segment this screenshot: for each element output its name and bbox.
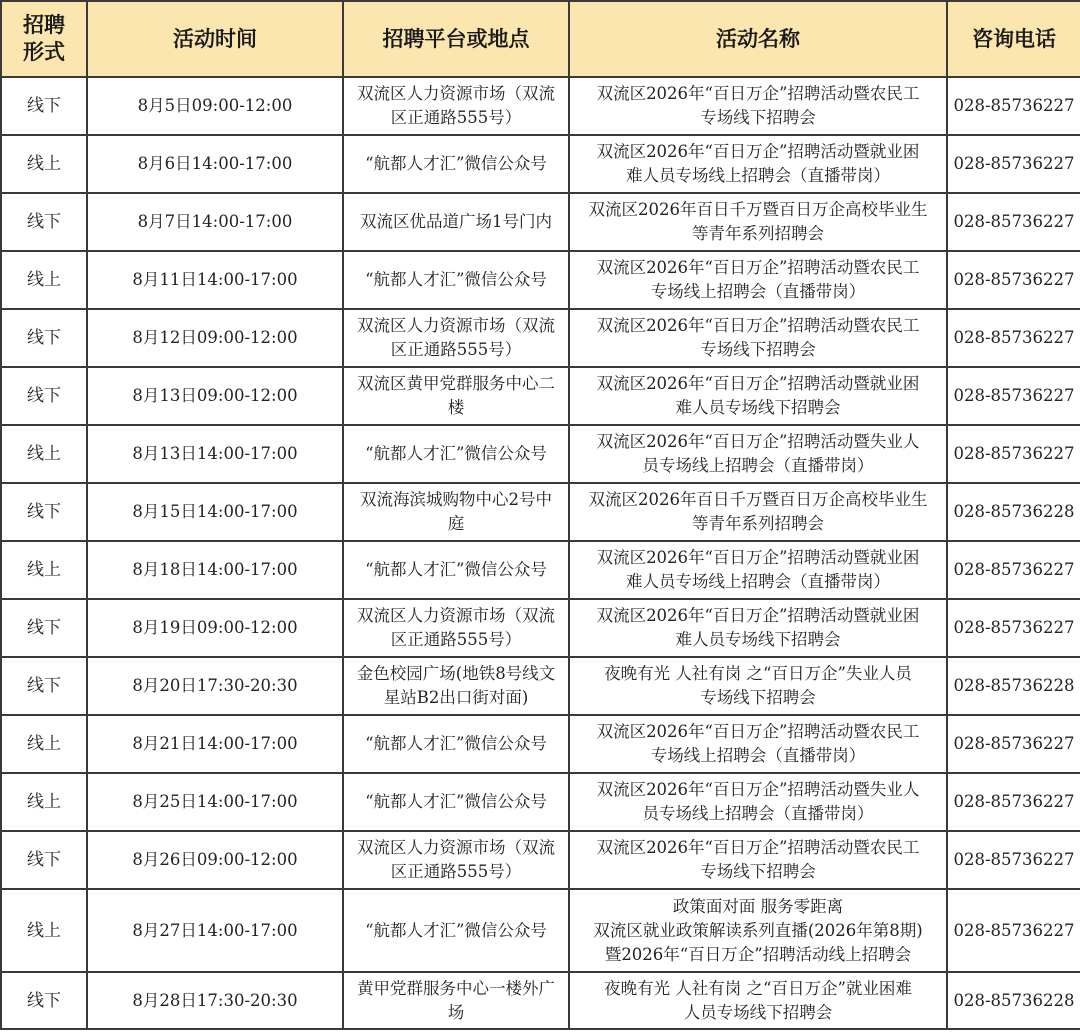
phone-cell: 028-85736227 [947, 599, 1080, 657]
phone-cell: 028-85736227 [947, 193, 1080, 251]
header-mode [1, 1, 87, 77]
event-name-cell [569, 889, 947, 972]
event-name-line: 等青年系列招聘会 [692, 224, 824, 243]
event-name-line: 难人员专场线上招聘会（直播带岗） [626, 572, 890, 591]
event-name-cell [569, 657, 947, 715]
table-row [1, 367, 1080, 425]
mode-cell: 线上 [1, 773, 87, 831]
place-line: 黄甲党群服务中心一楼外广 [357, 978, 555, 998]
event-name-cell [569, 77, 947, 135]
time-cell: 8月18日14:00-17:00 [87, 541, 343, 599]
mode-cell: 线下 [1, 657, 87, 715]
event-name-line: 专场线下招聘会 [700, 688, 816, 707]
time-cell: 8月12日09:00-12:00 [87, 309, 343, 367]
event-name-line: 双流区2026年百日千万暨百日万企高校毕业生 [588, 200, 928, 219]
place-cell [343, 657, 569, 715]
event-name-cell [569, 251, 947, 309]
table-row [1, 831, 1080, 889]
event-name-cell [569, 541, 947, 599]
place-line: 区正通路555号） [390, 862, 522, 881]
place-line: 双流海滨城购物中心2号中 [360, 490, 552, 509]
time-cell: 8月13日14:00-17:00 [87, 425, 343, 483]
time-cell: 8月6日14:00-17:00 [87, 135, 343, 193]
place-cell [343, 773, 569, 831]
header-event-name: 活动名称 [569, 1, 947, 77]
event-name-line: 双流区2026年“百日万企”招聘活动暨农民工 [596, 838, 920, 857]
event-name-line: 专场线下招聘会 [700, 862, 816, 881]
event-name-line: 双流区2026年“百日万企”招聘活动暨农民工 [596, 258, 920, 277]
time-cell: 8月15日14:00-17:00 [87, 483, 343, 541]
event-name-line: 双流区2026年“百日万企”招聘活动暨就业困 [596, 548, 920, 567]
place-line: 金色校园广场(地铁8号线文 [356, 664, 556, 683]
event-name-line: 员专场线上招聘会（直播带岗） [642, 456, 874, 475]
phone-cell: 028-85736227 [947, 251, 1080, 309]
place-cell [343, 251, 569, 309]
event-name-line: 专场线下招聘会 [700, 108, 816, 127]
event-name-line: 暨2026年“百日万企”招聘活动线上招聘会 [604, 944, 912, 964]
phone-cell: 028-85736227 [947, 715, 1080, 773]
time-cell: 8月13日09:00-12:00 [87, 367, 343, 425]
header-mode-line: 招聘 [23, 13, 65, 37]
place-cell [343, 135, 569, 193]
event-name-cell [569, 483, 947, 541]
event-name-line: 等青年系列招聘会 [692, 514, 824, 533]
time-cell: 8月26日09:00-12:00 [87, 831, 343, 889]
phone-cell: 028-85736227 [947, 889, 1080, 972]
place-line: 双流区优品道广场1号门内 [360, 212, 552, 231]
mode-cell: 线下 [1, 193, 87, 251]
event-name-line: 双流区2026年“百日万企”招聘活动暨农民工 [596, 316, 920, 335]
place-cell [343, 367, 569, 425]
table-body [1, 77, 1080, 1029]
place-cell [343, 972, 569, 1029]
phone-cell: 028-85736227 [947, 425, 1080, 483]
header-place: 招聘平台或地点 [343, 1, 569, 77]
table-row [1, 773, 1080, 831]
mode-cell: 线上 [1, 889, 87, 972]
mode-cell: 线上 [1, 541, 87, 599]
place-line: “航都人才汇”微信公众号 [365, 792, 547, 811]
place-line: “航都人才汇”微信公众号 [365, 154, 547, 173]
event-name-cell [569, 773, 947, 831]
place-line: 楼 [447, 398, 465, 417]
event-name-line: 人员专场线下招聘会 [683, 1002, 833, 1022]
mode-cell: 线上 [1, 135, 87, 193]
place-line: 双流区人力资源市场（双流 [357, 606, 555, 625]
event-name-line: 夜晚有光 人社有岗 之“百日万企”就业困难 [604, 978, 912, 998]
header-phone: 咨询电话 [947, 1, 1080, 77]
table-row [1, 251, 1080, 309]
mode-cell: 线上 [1, 425, 87, 483]
event-name-line: 员专场线上招聘会（直播带岗） [642, 804, 874, 823]
place-cell [343, 193, 569, 251]
time-cell: 8月21日14:00-17:00 [87, 715, 343, 773]
mode-cell: 线上 [1, 715, 87, 773]
time-cell: 8月5日09:00-12:00 [87, 77, 343, 135]
phone-cell: 028-85736227 [947, 367, 1080, 425]
phone-cell: 028-85736228 [947, 483, 1080, 541]
event-name-line: 难人员专场线下招聘会 [675, 630, 841, 649]
event-name-cell [569, 135, 947, 193]
event-name-line: 双流区2026年“百日万企”招聘活动暨就业困 [596, 606, 920, 625]
header-time: 活动时间 [87, 1, 343, 77]
event-name-line: 专场线下招聘会 [700, 340, 816, 359]
place-cell [343, 889, 569, 972]
event-name-cell [569, 972, 947, 1029]
place-line: “航都人才汇”微信公众号 [365, 444, 547, 463]
event-name-line: 双流区2026年“百日万企”招聘活动暨就业困 [596, 374, 920, 393]
mode-cell: 线上 [1, 251, 87, 309]
event-name-line: 双流区2026年“百日万企”招聘活动暨农民工 [596, 722, 920, 741]
phone-cell: 028-85736227 [947, 773, 1080, 831]
place-line: “航都人才汇”微信公众号 [365, 270, 547, 289]
event-name-cell [569, 367, 947, 425]
place-line: 双流区黄甲党群服务中心二 [357, 374, 555, 393]
mode-cell: 线下 [1, 367, 87, 425]
event-name-line: 政策面对面 服务零距离 [672, 896, 844, 916]
place-line: 双流区人力资源市场（双流 [357, 84, 555, 103]
place-cell [343, 425, 569, 483]
event-name-cell [569, 425, 947, 483]
header-row [1, 1, 1080, 77]
time-cell: 8月11日14:00-17:00 [87, 251, 343, 309]
time-cell: 8月25日14:00-17:00 [87, 773, 343, 831]
place-line: 双流区人力资源市场（双流 [357, 316, 555, 335]
place-line: “航都人才汇”微信公众号 [365, 560, 547, 579]
time-cell: 8月28日17:30-20:30 [87, 972, 343, 1029]
place-line: 区正通路555号） [390, 108, 522, 127]
table-row [1, 972, 1080, 1029]
mode-cell: 线下 [1, 483, 87, 541]
place-line: 庭 [447, 514, 465, 533]
table-row [1, 541, 1080, 599]
event-name-line: 双流区2026年“百日万企”招聘活动暨失业人 [596, 432, 920, 451]
event-name-cell [569, 599, 947, 657]
phone-cell: 028-85736228 [947, 972, 1080, 1029]
table-row [1, 135, 1080, 193]
time-cell: 8月19日09:00-12:00 [87, 599, 343, 657]
place-cell [343, 77, 569, 135]
place-line: 场 [447, 1002, 465, 1022]
mode-cell: 线下 [1, 77, 87, 135]
event-name-cell [569, 831, 947, 889]
event-name-line: 难人员专场线下招聘会 [675, 398, 841, 417]
place-line: 区正通路555号） [390, 340, 522, 359]
time-cell: 8月27日14:00-17:00 [87, 889, 343, 972]
place-line: 区正通路555号） [390, 630, 522, 649]
event-name-line: 双流区就业政策解读系列直播(2026年第8期) [593, 920, 923, 940]
phone-cell: 028-85736227 [947, 541, 1080, 599]
mode-cell: 线下 [1, 831, 87, 889]
table-row [1, 193, 1080, 251]
place-line: 双流区人力资源市场（双流 [357, 838, 555, 857]
mode-cell: 线下 [1, 309, 87, 367]
phone-cell: 028-85736227 [947, 309, 1080, 367]
event-name-line: 双流区2026年百日千万暨百日万企高校毕业生 [588, 490, 928, 509]
table-row [1, 77, 1080, 135]
phone-cell: 028-85736227 [947, 135, 1080, 193]
place-cell [343, 541, 569, 599]
event-name-line: 难人员专场线上招聘会（直播带岗） [626, 166, 890, 185]
event-name-line: 双流区2026年“百日万企”招聘活动暨失业人 [596, 780, 920, 799]
table-row [1, 483, 1080, 541]
event-name-line: 夜晚有光 人社有岗 之“百日万企”失业人员 [604, 664, 912, 683]
table-row [1, 657, 1080, 715]
table-row [1, 889, 1080, 972]
event-name-cell [569, 193, 947, 251]
time-cell: 8月20日17:30-20:30 [87, 657, 343, 715]
phone-cell: 028-85736228 [947, 657, 1080, 715]
place-line: “航都人才汇”微信公众号 [365, 920, 547, 940]
place-cell [343, 831, 569, 889]
event-name-line: 专场线上招聘会（直播带岗） [650, 746, 866, 765]
table-row [1, 309, 1080, 367]
place-line: “航都人才汇”微信公众号 [365, 734, 547, 753]
table-header [1, 1, 1080, 77]
mode-cell: 线下 [1, 599, 87, 657]
place-cell [343, 599, 569, 657]
phone-cell: 028-85736227 [947, 831, 1080, 889]
place-cell [343, 715, 569, 773]
event-name-cell [569, 309, 947, 367]
event-name-line: 双流区2026年“百日万企”招聘活动暨农民工 [596, 84, 920, 103]
phone-cell: 028-85736227 [947, 77, 1080, 135]
mode-cell: 线下 [1, 972, 87, 1029]
header-mode-line: 形式 [23, 40, 65, 64]
event-name-line: 双流区2026年“百日万企”招聘活动暨就业困 [596, 142, 920, 161]
event-name-cell [569, 715, 947, 773]
table-row [1, 715, 1080, 773]
place-line: 星站B2出口街对面) [383, 688, 529, 707]
table-row [1, 599, 1080, 657]
table-row [1, 425, 1080, 483]
time-cell: 8月7日14:00-17:00 [87, 193, 343, 251]
place-cell [343, 483, 569, 541]
event-name-line: 专场线上招聘会（直播带岗） [650, 282, 866, 301]
place-cell [343, 309, 569, 367]
